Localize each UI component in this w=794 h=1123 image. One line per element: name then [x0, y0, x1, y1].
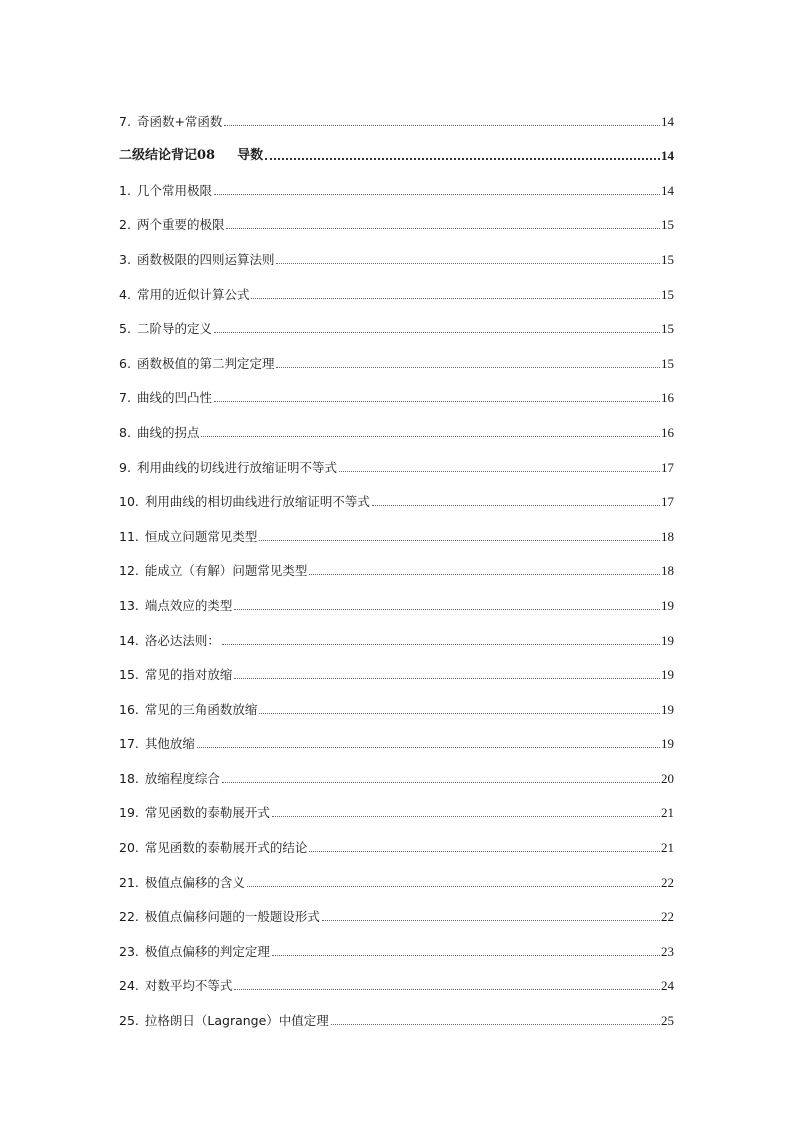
dot-leader — [276, 366, 660, 368]
toc-page-number: 16 — [661, 390, 674, 406]
table-of-contents — [119, 94, 674, 1028]
toc-page-number: 19 — [661, 701, 674, 717]
dot-leader — [222, 781, 660, 783]
dot-leader — [251, 297, 660, 299]
toc-page-number: 19 — [661, 736, 674, 752]
toc-entry[interactable]: 22. 极值点偏移问题的一般题设形式 22 — [119, 909, 674, 925]
dot-leader — [234, 988, 660, 990]
dot-leader — [201, 435, 660, 437]
toc-section-label: 二级结论背记08 导数 — [119, 148, 264, 164]
toc-page-number: 15 — [661, 251, 674, 267]
toc-page-number: 14 — [661, 113, 674, 129]
toc-entry[interactable]: 15. 常见的指对放缩 19 — [119, 667, 674, 683]
toc-page-number: 17 — [661, 494, 674, 510]
dot-leader — [214, 331, 660, 333]
dot-leader — [309, 573, 660, 575]
toc-entry[interactable]: 1. 几个常用极限 14 — [119, 182, 674, 198]
toc-entry[interactable]: 18. 放缩程度综合 20 — [119, 770, 674, 786]
toc-page-number: 19 — [661, 632, 674, 648]
toc-entry[interactable]: 13. 端点效应的类型 19 — [119, 597, 674, 613]
dot-leader — [226, 227, 660, 229]
dot-leader — [224, 124, 660, 126]
dot-leader — [339, 470, 660, 472]
dot-leader — [259, 539, 660, 541]
toc-page-number: 18 — [661, 528, 674, 544]
toc-entry[interactable]: 3. 函数极限的四则运算法则 15 — [119, 251, 674, 267]
toc-page-number: 24 — [661, 978, 674, 994]
toc-page-number: 15 — [661, 321, 674, 337]
toc-entry[interactable]: 5. 二阶导的定义 15 — [119, 321, 674, 337]
toc-entry[interactable]: 11. 恒成立问题常见类型 18 — [119, 528, 674, 544]
toc-entry[interactable]: 21. 极值点偏移的含义 22 — [119, 874, 674, 890]
toc-entry[interactable]: 23. 极值点偏移的判定定理 23 — [119, 943, 674, 959]
toc-entry[interactable]: 7. 曲线的凹凸性 16 — [119, 390, 674, 406]
dot-leader — [247, 885, 660, 887]
toc-page-number: 15 — [661, 286, 674, 302]
dot-leader — [214, 193, 660, 195]
toc-page-number: 14 — [661, 182, 674, 198]
dot-leader — [265, 157, 660, 160]
toc-entry[interactable]: 14. 洛必达法则： 19 — [119, 632, 674, 648]
toc-page-number: 15 — [661, 217, 674, 233]
dot-leader — [234, 677, 660, 679]
toc-page-number: 14 — [661, 148, 674, 164]
toc-entry[interactable]: 8. 曲线的拐点 16 — [119, 424, 674, 440]
toc-entry[interactable]: 9. 利用曲线的切线进行放缩证明不等式 17 — [119, 459, 674, 475]
dot-leader — [272, 815, 660, 817]
toc-entry[interactable]: 2. 两个重要的极限 15 — [119, 217, 674, 233]
toc-page-number: 20 — [661, 770, 674, 786]
dot-leader — [259, 712, 660, 714]
dot-leader — [234, 608, 660, 610]
dot-leader — [309, 850, 660, 852]
toc-entry[interactable]: 4. 常用的近似计算公式 15 — [119, 286, 674, 302]
toc-page-number: 23 — [661, 943, 674, 959]
dot-leader — [322, 919, 660, 921]
toc-entry[interactable]: 20. 常见函数的泰勒展开式的结论 21 — [119, 840, 674, 856]
toc-page-number: 25 — [661, 1013, 674, 1029]
dot-leader — [372, 504, 660, 506]
toc-page-number: 22 — [661, 874, 674, 890]
toc-page-number: 19 — [661, 597, 674, 613]
dot-leader — [272, 954, 660, 956]
toc-entry[interactable]: 19. 常见函数的泰勒展开式 21 — [119, 805, 674, 821]
toc-entry[interactable]: 25. 拉格朗日（Lagrange）中值定理 25 — [119, 1013, 674, 1029]
dot-leader — [276, 262, 660, 264]
toc-entry[interactable]: 12. 能成立（有解）问题常见类型 18 — [119, 563, 674, 579]
toc-entry[interactable]: 16. 常见的三角函数放缩 19 — [119, 701, 674, 717]
toc-page-number: 21 — [661, 840, 674, 856]
toc-page-number: 18 — [661, 563, 674, 579]
toc-page-number: 15 — [661, 355, 674, 371]
toc-entry[interactable]: 6. 函数极值的第二判定定理 15 — [119, 355, 674, 371]
toc-section-derivatives[interactable] — [119, 129, 674, 164]
dot-leader — [214, 400, 660, 402]
toc-entry-label: 7. 奇函数+常函数 — [119, 113, 223, 129]
dot-leader — [331, 1023, 660, 1025]
toc-entry-7-odd-function[interactable] — [119, 94, 674, 129]
toc-page-number: 22 — [661, 909, 674, 925]
toc-page-number: 17 — [661, 459, 674, 475]
toc-entry[interactable]: 24. 对数平均不等式 24 — [119, 978, 674, 994]
toc-page-number: 21 — [661, 805, 674, 821]
dot-leader — [222, 643, 660, 645]
toc-page-number: 16 — [661, 424, 674, 440]
dot-leader — [197, 746, 660, 748]
toc-entry[interactable]: 10. 利用曲线的相切曲线进行放缩证明不等式 17 — [119, 494, 674, 510]
toc-entry[interactable]: 17. 其他放缩 19 — [119, 736, 674, 752]
toc-page-number: 19 — [661, 667, 674, 683]
